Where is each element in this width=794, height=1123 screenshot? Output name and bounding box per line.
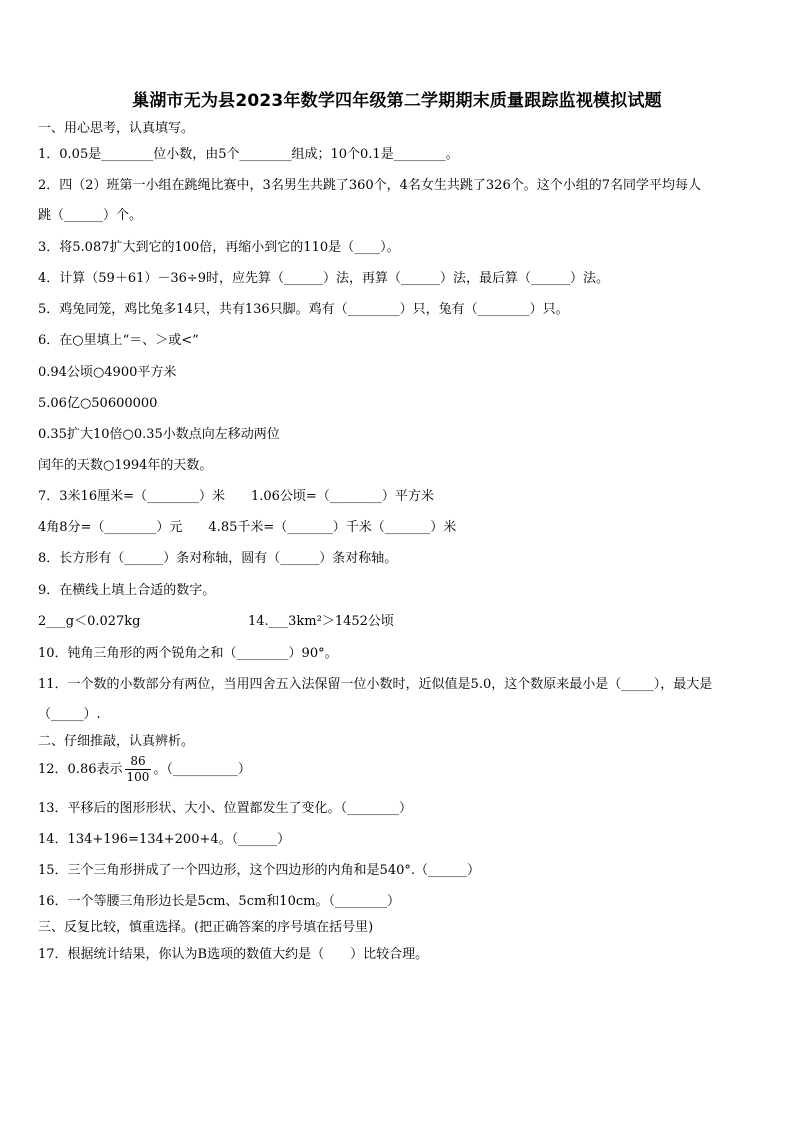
question-2-cont: 跳（______）个。	[38, 208, 143, 223]
question-16: 16．一个等腰三角形边长是5cm、5cm和10cm。（________）	[38, 894, 400, 909]
section-1-heading: 一、用心思考，认真填写。	[38, 121, 195, 136]
question-9: 9．在横线上填上合适的数字。	[38, 583, 216, 598]
question-6-item-1: 0.94公顷○4900平方米	[38, 365, 177, 380]
question-9-text-end: ²＞1452公顷	[316, 614, 394, 629]
question-1: 1．0.05是________位小数，由5个________组成；10个0.1是________。	[38, 147, 459, 162]
question-11-cont: （_____）.	[38, 707, 101, 722]
question-3: 3．将5.087扩大到它的100倍，再缩小到它的110是（____）。	[38, 240, 400, 255]
fraction-denominator: 100	[126, 770, 150, 784]
question-5: 5．鸡兔同笼，鸡比兔多14只，共有136只脚。鸡有（________）只，兔有（________）只。	[38, 302, 569, 317]
page-title: 巢湖市无为县2023年数学四年级第二学期期末质量跟踪监视模拟试题	[132, 91, 662, 111]
question-15: 15．三个三角形拼成了一个四边形，这个四边形的内角和是540°.（______）	[38, 863, 480, 878]
question-8: 8．长方形有（______）条对称轴，圆有（______）条对称轴。	[38, 551, 398, 566]
question-13: 13．平移后的图形形状、大小、位置都发生了变化。（________）	[38, 801, 413, 816]
question-9-items	[38, 613, 394, 631]
question-2: 2．四（2）班第一小组在跳绳比赛中，3名男生共跳了360个，4名女生共跳了326个。这个小组的7名同学平均每人	[38, 178, 701, 193]
question-4: 4．计算（59＋61）－36÷9时，应先算（______）法，再算（______）法，最后算（______）法。	[38, 271, 610, 286]
question-9-text: 2___g＜0.027kg 14.___3km	[38, 614, 317, 629]
section-3-heading: 三、反复比较，慎重选择。(把正确答案的序号填在括号里)	[38, 920, 374, 935]
section-2-heading: 二、仔细推敲，认真辨析。	[38, 734, 195, 749]
question-6-item-4: 闰年的天数○1994年的天数。	[38, 458, 213, 473]
question-7: 7．3米16厘米=（________）米 1.06公顷=（________）平方米	[38, 489, 434, 504]
question-6: 6．在○里填上“＝、＞或<”	[38, 333, 199, 348]
question-14: 14．134+196=134+200+4。（______）	[38, 832, 291, 847]
question-12	[38, 754, 251, 785]
question-17: 17．根据统计结果，你认为B选项的数值大约是（ ）比较合理。	[38, 947, 429, 962]
question-6-item-3: 0.35扩大10倍○0.35小数点向左移动两位	[38, 427, 280, 442]
fraction	[125, 754, 152, 785]
question-10: 10．钝角三角形的两个锐角之和（________）90°。	[38, 646, 338, 661]
question-7-cont: 4角8分=（________）元 4.85千米=（_______）千米（_______）米	[38, 520, 457, 535]
question-11: 11．一个数的小数部分有两位，当用四舍五入法保留一位小数时，近似值是5.0，这个数原来最小是（_____），最大是	[38, 677, 713, 692]
question-12-blank: 。（__________）	[153, 762, 251, 777]
question-12-text: 12．0.86表示	[38, 762, 123, 777]
fraction-numerator: 86	[125, 754, 152, 770]
question-6-item-2: 5.06亿○50600000	[38, 396, 158, 411]
